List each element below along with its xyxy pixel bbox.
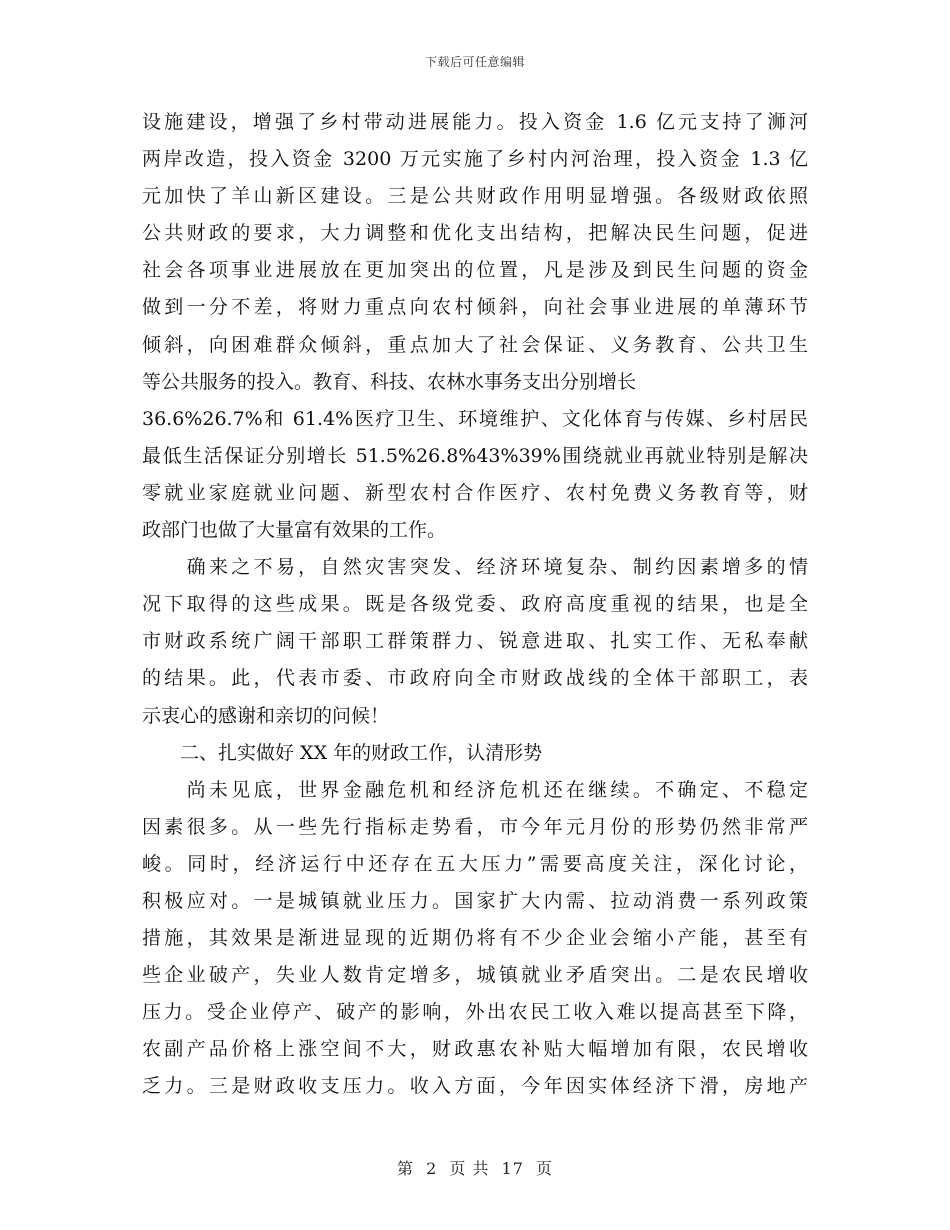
footer-total-pages: 17: [501, 1159, 524, 1178]
document-body: [142, 104, 808, 1106]
text-line: 示衷心的感谢和亲切的问候！: [142, 704, 390, 727]
text-line: 况下取得的这些成果。既是各级党委、政府高度重视的结果，也是全: [142, 593, 808, 616]
text-line: 等公共服务的投入。教育、科技、农林水事务支出分别增长: [142, 370, 637, 393]
footer-suffix: 页: [536, 1159, 554, 1178]
text-line: 公共财政的要求，大力调整和优化支出结构，把解决民生问题，促进: [142, 222, 808, 245]
text-line: 社会各项事业进展放在更加突出的位置，凡是涉及到民生问题的资金: [142, 259, 808, 282]
text-line: 积极应对。一是城镇就业压力。国家扩大内需、拉动消费一系列政策: [142, 889, 808, 912]
text-line: 尚未见底，世界金融危机和经济危机还在继续。不确定、不稳定: [142, 778, 808, 801]
page-footer: [0, 1156, 950, 1179]
text-line: 设施建设，增强了乡村带动进展能力。投入资金 1.6 亿元支持了浉河: [142, 111, 808, 133]
footer-middle: 页 共: [449, 1159, 490, 1178]
text-line: 措施，其效果是渐进显现的近期仍将有不少企业会缩小产能，甚至有: [142, 927, 808, 950]
text-line: 36.6%26.7%和 61.4%医疗卫生、环境维护、文化体育与传媒、乡村居民: [142, 407, 808, 430]
text-line: 确来之不易，自然灾害突发、经济环境复杂、制约因素增多的情: [142, 556, 808, 579]
text-line: 农副产品价格上涨空间不大，财政惠农补贴大幅增加有限，农民增收: [142, 1038, 808, 1061]
text-line: 峻。同时，经济运行中还存在五大压力”需要高度关注，深化讨论，: [142, 852, 808, 875]
text-line: 乏力。三是财政收支压力。收入方面，今年因实体经济下滑，房地产: [142, 1075, 808, 1098]
text-line: 政部门也做了大量富有效果的工作。: [142, 519, 447, 542]
text-line: 因素很多。从一些先行指标走势看，市今年元月份的形势仍然非常严: [142, 815, 808, 838]
text-line: 元加快了羊山新区建设。三是公共财政作用明显增强。各级财政依照: [142, 185, 808, 208]
footer-prefix: 第: [396, 1159, 414, 1178]
text-line: 倾斜，向困难群众倾斜，重点加大了社会保证、义务教育、公共卫生: [142, 333, 808, 356]
text-line: 两岸改造，投入资金 3200 万元实施了乡村内河治理，投入资金 1.3 亿: [142, 148, 808, 171]
text-line: 做到一分不差，将财力重点向农村倾斜，向社会事业进展的单薄环节: [142, 296, 808, 319]
text-line: 零就业家庭就业问题、新型农村合作医疗、农村免费义务教育等，财: [142, 481, 808, 504]
text-line: 压力。受企业停产、破产的影响，外出农民工收入难以提高甚至下降，: [142, 1001, 808, 1024]
footer-current-page: 2: [426, 1159, 438, 1178]
text-line: 些企业破产，失业人数肯定增多，城镇就业矛盾突出。二是农民增收: [142, 964, 808, 987]
text-line: 的结果。此，代表市委、市政府向全市财政战线的全体干部职工，表: [142, 667, 808, 690]
page-header: 下载后可任意编辑: [424, 55, 525, 69]
text-line: 市财政系统广阔干部职工群策群力、锐意进取、扎实工作、无私奉献: [142, 630, 808, 653]
text-line: 最低生活保证分别增长 51.5%26.8%43%39%围绕就业再就业特别是解决: [142, 444, 808, 467]
text-line: 二、扎实做好 XX 年的财政工作，认清形势: [142, 741, 543, 764]
